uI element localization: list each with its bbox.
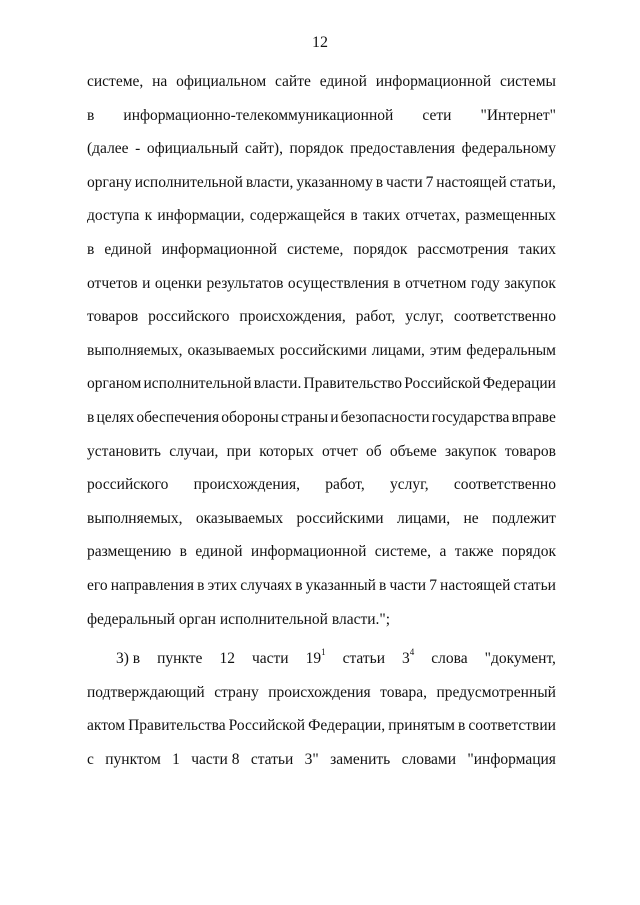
- word: информации,: [157, 207, 245, 225]
- word: органу: [87, 173, 132, 191]
- word: таких: [362, 207, 401, 225]
- word: Правительство: [303, 375, 403, 393]
- word: с: [87, 750, 94, 768]
- word: обеспечения: [136, 408, 220, 426]
- superscript: 4: [409, 646, 415, 657]
- word: вправе: [511, 408, 556, 426]
- word: к: [144, 207, 153, 225]
- word: случаи,: [169, 442, 219, 460]
- word: размещению: [87, 543, 172, 561]
- word: предусмотренный: [436, 683, 556, 701]
- word: и: [142, 274, 151, 292]
- word: об: [366, 442, 382, 460]
- word: этих: [207, 576, 238, 594]
- text-line: [87, 439, 556, 473]
- word: системе,: [87, 73, 144, 90]
- word: принятым: [388, 717, 455, 735]
- word: 7: [425, 173, 434, 191]
- word: в: [375, 173, 384, 191]
- word: в: [179, 543, 187, 561]
- word: Российской: [404, 375, 481, 393]
- word: части: [386, 173, 423, 191]
- word: страны: [280, 408, 329, 426]
- word: отчетах,: [405, 207, 460, 225]
- word: соответственно: [453, 308, 556, 326]
- text-line: [87, 304, 556, 338]
- word: лицами,: [396, 509, 451, 527]
- word: направления: [110, 576, 195, 594]
- word: году: [470, 274, 500, 292]
- word: указанный: [305, 576, 376, 594]
- word: единой: [319, 73, 367, 90]
- word: этим: [429, 341, 462, 359]
- word: не: [463, 509, 479, 527]
- word: отчетов: [87, 274, 138, 292]
- word: (далее: [87, 140, 129, 158]
- word: доступа: [87, 207, 140, 225]
- word-with-superscript: [402, 646, 414, 680]
- word: выполняемых,: [87, 509, 183, 527]
- text-line: [87, 371, 556, 405]
- word: в: [350, 207, 358, 225]
- word: исполнительной: [134, 173, 243, 191]
- word: в: [295, 576, 303, 594]
- text-line: [87, 680, 556, 714]
- word: исполнительной: [143, 375, 252, 393]
- text-line: [87, 69, 556, 103]
- word: услуг,: [390, 476, 429, 494]
- word: настоящей: [436, 173, 507, 191]
- word: отчетном: [405, 274, 467, 292]
- word: "информация: [467, 750, 556, 768]
- word: его: [87, 576, 108, 594]
- word: отчет: [322, 442, 358, 460]
- word: при: [226, 442, 252, 460]
- word: части: [389, 576, 427, 594]
- word: порядок: [289, 140, 344, 158]
- word: в: [393, 274, 401, 292]
- word: сайт),: [244, 140, 283, 158]
- word: сети: [422, 106, 452, 124]
- text-line: [87, 747, 556, 781]
- word: части 8: [191, 750, 240, 768]
- word: 3": [304, 750, 319, 768]
- page-number: 12: [312, 34, 328, 51]
- word: закупок: [504, 274, 556, 292]
- word: Российской: [228, 717, 306, 735]
- text-line: [87, 405, 556, 439]
- word: органом: [87, 375, 142, 393]
- word: которых: [259, 442, 314, 460]
- word: целях: [96, 408, 135, 426]
- text-line: [87, 170, 556, 204]
- word: 3) в: [116, 650, 141, 668]
- paragraph-2-lines: [87, 680, 556, 781]
- paragraph-2: [87, 646, 556, 780]
- word: порядок: [353, 240, 408, 258]
- word: системе,: [287, 240, 344, 258]
- word: информационной: [375, 73, 492, 90]
- word: результатов: [206, 274, 284, 292]
- word: выполняемых,: [87, 341, 183, 359]
- text-line: [87, 573, 556, 607]
- word: сайте: [274, 73, 311, 90]
- word: объеме: [389, 442, 437, 460]
- word: 12: [219, 650, 235, 668]
- paragraph-1: [87, 69, 556, 640]
- word: лицами,: [371, 341, 425, 359]
- word: информационной: [250, 543, 367, 561]
- word: российскими: [296, 509, 384, 527]
- word: а: [439, 543, 447, 561]
- word: власти,: [245, 173, 294, 191]
- word: 1: [172, 750, 180, 768]
- word: подтверждающий: [87, 683, 205, 701]
- word: информационной: [161, 240, 278, 258]
- word: заменить: [330, 750, 391, 768]
- word: федеральному: [461, 140, 556, 158]
- word: оказываемых: [187, 341, 275, 359]
- word: российского: [148, 308, 230, 326]
- word: в: [87, 240, 95, 258]
- superscript: 1: [321, 646, 326, 657]
- word: размещенных: [465, 207, 556, 225]
- word: российскими: [279, 341, 367, 359]
- word: пункте: [157, 650, 203, 668]
- text-line: [87, 646, 556, 680]
- word: установить: [87, 442, 161, 460]
- word: "Интернет": [480, 106, 556, 124]
- word: случаях: [240, 576, 293, 594]
- word: соответственно: [453, 476, 556, 494]
- word: подлежит: [492, 509, 556, 527]
- word: указанному: [296, 173, 373, 191]
- word-with-superscript: [306, 646, 326, 680]
- text-line: [87, 103, 556, 137]
- word: официальный: [146, 140, 239, 158]
- word: части: [251, 650, 289, 668]
- word: единой: [195, 543, 243, 561]
- word: в: [87, 408, 95, 426]
- word: таких: [518, 240, 556, 258]
- word: происхождения: [268, 683, 371, 701]
- word: "документ,: [484, 650, 556, 668]
- word: безопасности: [340, 408, 430, 426]
- word: страну: [214, 683, 259, 701]
- word: государства: [431, 408, 510, 426]
- superscript-base: 19: [305, 650, 322, 668]
- word: работ,: [325, 476, 365, 494]
- word: обороны: [221, 408, 279, 426]
- word: слова: [431, 650, 468, 668]
- word: настоящей: [440, 576, 511, 594]
- document-body: [87, 69, 556, 780]
- word: власти.: [253, 375, 302, 393]
- word: услуг,: [405, 308, 444, 326]
- word: системе,: [374, 543, 432, 561]
- word: актом: [87, 717, 126, 735]
- word: оценки: [154, 274, 202, 292]
- text-line: [87, 472, 556, 506]
- text-line: [87, 713, 556, 747]
- word: Федерации: [482, 375, 556, 393]
- word: в: [457, 717, 466, 735]
- word: статьи: [250, 750, 294, 768]
- word: федеральный орган исполнительной власти.";: [87, 610, 391, 628]
- word: и: [330, 408, 339, 426]
- word: Федерации,: [308, 717, 386, 735]
- word: единой: [104, 240, 152, 258]
- text-line: [87, 203, 556, 237]
- word: в: [379, 576, 387, 594]
- text-line: [87, 136, 556, 170]
- word: информационно-телекоммуникационной: [123, 106, 394, 124]
- word: статьи,: [509, 173, 556, 191]
- text-line: [87, 539, 556, 573]
- text-line: [87, 237, 556, 271]
- word: российского: [87, 476, 169, 494]
- word: товаров: [87, 308, 139, 326]
- word: Правительства: [128, 717, 226, 735]
- word: на: [152, 73, 168, 90]
- text-line: [87, 338, 556, 372]
- word: осуществления: [287, 274, 389, 292]
- word: происхождения,: [239, 308, 346, 326]
- word: товара,: [380, 683, 427, 701]
- word: статьи: [342, 650, 386, 668]
- text-line: [87, 271, 556, 305]
- word: словами: [401, 750, 457, 768]
- word: статьи: [513, 576, 556, 594]
- word: закупок: [444, 442, 497, 460]
- text-line: [87, 506, 556, 540]
- word: 7: [429, 576, 437, 594]
- word: порядок: [501, 543, 556, 561]
- word: в: [197, 576, 205, 594]
- word: соответствии: [468, 717, 556, 735]
- word: оказываемых: [195, 509, 284, 527]
- word: предоставления: [350, 140, 456, 158]
- word: рассмотрения: [417, 240, 509, 258]
- text-line: [87, 607, 556, 641]
- word: содержащейся: [249, 207, 346, 225]
- superscript-base: 3: [402, 650, 410, 668]
- word: -: [135, 140, 141, 158]
- word: системы: [499, 73, 556, 90]
- word: официальном: [176, 73, 267, 90]
- word: также: [454, 543, 494, 561]
- word: федеральным: [466, 341, 556, 359]
- word: происхождения,: [193, 476, 300, 494]
- word: пунктом: [105, 750, 161, 768]
- word: в: [87, 106, 95, 124]
- word: работ,: [355, 308, 396, 326]
- word: товаров: [504, 442, 556, 460]
